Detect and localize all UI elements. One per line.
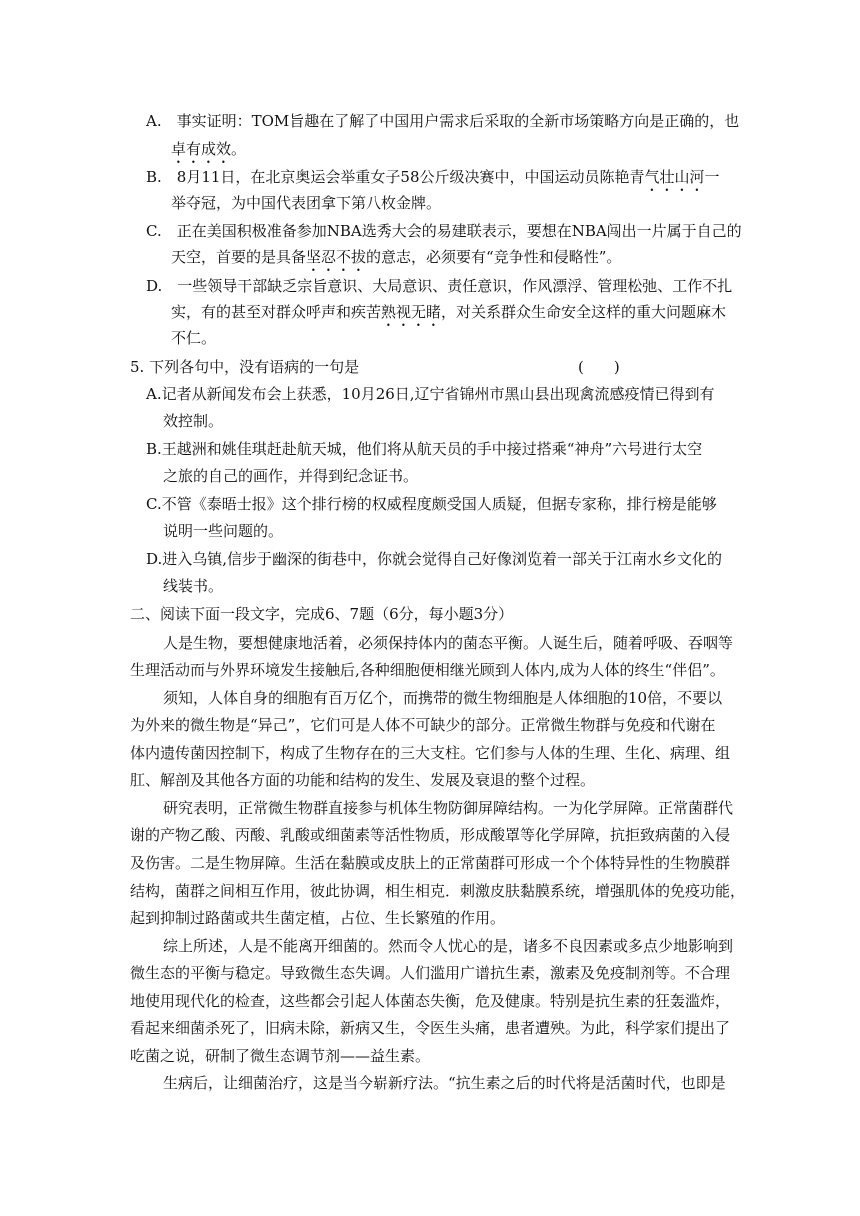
q4-option-b-line1: B. 8月11日，在北京奥运会举重女子58公斤级决赛中，中国运动员陈艳青气壮山河一 [146,168,720,186]
passage-line: 肛、解剖及其他各方面的功能和结构的发生、发展及衰退的整个过程。 [130,771,596,789]
passage-line: 微生态的平衡与稳定。导致微生态失调。人们滥用广谱抗生素，激素及免疫制剂等。不合理 [130,964,731,982]
q5-option-d-line2: 线装书。 [163,577,224,595]
q5-option-c-line2: 说明一些问题的。 [163,522,284,540]
passage-line: 吃菌之说，研制了微生态调节剂——益生素。 [130,1047,431,1065]
passage-line: 研究表明，正常微生物群直接参与机体生物防御屏障结构。一为化学屏障。正常菌群代 [163,799,734,817]
q5-option-a-line1: A.记者从新闻发布会上获悉，10月26日,辽宁省锦州市黑山县出现禽流感疫情已得到有 [146,385,715,403]
q5-option-c-line1: C.不管《泰晤士报》这个排行榜的权威程度颇受国人质疑，但据专家称，排行榜是能够 [146,495,717,513]
q5-option-b-line2: 之旅的自己的画作，并得到纪念证书。 [163,467,419,485]
passage-line: 结构，菌群之间相互作用，彼此协调，相生相克．刺激皮肤黏膜系统，增强肌体的免疫功能， [130,882,746,900]
q4-option-c-line1: C. 正在美国积极准备参加NBA选秀大会的易建联表示，要想在NBA闯出一片属于自己的 [146,222,742,240]
passage-line: 及伤害。二是生物屏障。生活在黏膜或皮肤上的正常菌群可形成一个个体特异性的生物膜群 [130,854,731,872]
passage-line: 生理活动而与外界环境发生接触后,各种细胞便相继光顾到人体内,成为人体的终生“伴侣”。 [130,661,725,679]
q5-option-a-line2: 效控制。 [163,412,224,430]
q4-option-d-line2: 实，有的甚至对群众呼声和疾苦熟视无睹，对关系群众生命安全这样的重大问题麻木 [171,303,727,321]
q4-option-a-line1: A. 事实证明：TOM旨趣在了解了中国用户需求后采取的全新市场策略方向是正确的，也 [146,112,740,130]
passage-line: 生病后，让细菌治疗，这是当今崭新疗法。“抗生素之后的时代将是活菌时代，也即是 [163,1074,726,1092]
passage-line: 为外来的微生物是“异己”，它们可是人体不可缺少的部分。正常微生物群与免疫和代谢在 [130,716,716,734]
passage-line: 谢的产物乙酸、丙酸、乳酸或细菌素等活性物质，形成酸罩等化学屏障，抗拒致病菌的入侵 [130,826,731,844]
q4-option-a-line2: 卓有成效。 [171,140,247,158]
passage-line: 须知，人体自身的细胞有百万亿个，而携带的微生物细胞是人体细胞的10倍，不要以 [163,689,723,707]
q4-option-b-line2: 举夺冠，为中国代表团拿下第八枚金牌。 [171,194,442,212]
q5-stem: 5. 下列各句中，没有语病的一句是 [130,358,360,376]
passage-line: 地使用现代化的检查，这些都会引起人体菌态失衡，危及健康。特别是抗生素的狂轰滥炸， [130,992,731,1010]
q4-option-c-line2: 天空，首要的是具备坚忍不拔的意志，必须要有“竞争性和侵略性”。 [171,248,622,266]
idiom-d: 熟视无睹 [381,303,442,321]
passage-line: 看起来细菌杀死了，旧病未除，新病又生，令医生头痛，患者遭殃。为此，科学家们提出了 [130,1019,731,1037]
passage-line: 起到抑制过路菌或共生菌定植，占位、生长繁殖的作用。 [130,909,506,927]
passage-line: 体内遗传菌因控制下，构成了生物存在的三大支柱。它们参与人体的生理、生化、病理、组 [130,744,731,762]
passage-line: 综上所述，人是不能离开细菌的。然而令人忧心的是，诸多不良因素或多点少地影响到 [163,937,734,955]
q5-option-b-line1: B.王越洲和姚佳琪赶赴航天城，他们将从航天员的手中接过搭乘“神舟”六号进行太空 [146,440,703,458]
idiom-c: 坚忍不拔 [306,248,367,266]
idiom-b: 气壮山河 [644,168,705,186]
q5-option-d-line1: D.进入乌镇,信步于幽深的街巷中，你就会觉得自己好像浏览着一部关于江南水乡文化的 [146,550,723,568]
section-2-heading: 二、阅读下面一段文字，完成6、7题（6分，每小题3分） [130,605,514,623]
q4-option-d-line3: 不仁。 [171,329,217,347]
q5-answer-paren: ( ) [578,358,620,376]
passage-line: 人是生物，要想健康地活着，必须保持体内的菌态平衡。人诞生后，随着呼吸、吞咽等 [163,634,734,652]
idiom-a: 卓有成效 [171,140,232,158]
q4-option-d-line1: D. 一些领导干部缺乏宗旨意识、大局意识、责任意识，作风漂浮、管理松弛、工作不扎 [146,277,733,295]
